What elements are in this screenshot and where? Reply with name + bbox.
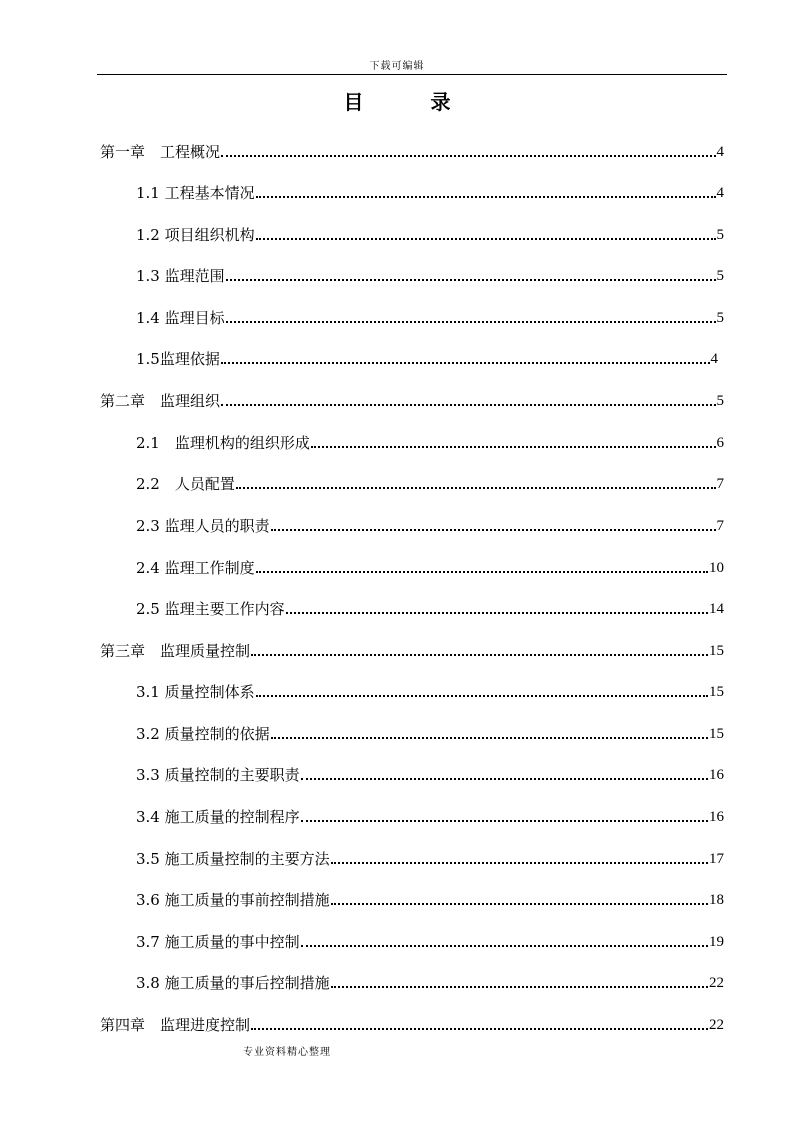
toc-entry-label: 第三章 监理质量控制 xyxy=(100,642,251,660)
toc-entry[interactable] xyxy=(136,345,718,369)
toc-entry-page: 4 xyxy=(716,144,724,160)
toc-entry[interactable] xyxy=(136,886,724,910)
toc-entry-label: 2.1 监理机构的组织形成 xyxy=(136,434,310,452)
toc-entry[interactable] xyxy=(100,637,724,661)
toc-entry-label: 3.3 质量控制的主要职责 xyxy=(136,766,300,784)
toc-entry-page: 7 xyxy=(716,476,724,492)
toc-entry-page: 14 xyxy=(709,601,724,617)
toc-entry[interactable] xyxy=(136,429,724,453)
toc-entry-label: 3.6 施工质量的事前控制措施 xyxy=(136,891,330,909)
toc-entry-page: 15 xyxy=(709,684,724,700)
toc-entry-label: 3.1 质量控制体系 xyxy=(136,683,255,701)
toc-entry-page: 7 xyxy=(716,518,724,534)
toc-entry-page: 19 xyxy=(709,934,724,950)
toc-entry[interactable] xyxy=(136,595,724,619)
toc-leader-dots xyxy=(331,903,708,905)
toc-entry-label: 2.5 监理主要工作内容 xyxy=(136,600,285,618)
toc-leader-dots xyxy=(221,362,710,364)
toc-leader-dots xyxy=(221,155,715,157)
toc-entry-label: 3.4 施工质量的控制程序 xyxy=(136,808,300,826)
toc-entry-page: 5 xyxy=(716,227,724,243)
toc-entry-page: 5 xyxy=(716,268,724,284)
toc-entry-label: 3.5 施工质量控制的主要方法 xyxy=(136,850,330,868)
toc-entry[interactable] xyxy=(136,928,724,952)
toc-entry[interactable] xyxy=(136,221,724,245)
toc-title: 目 录 xyxy=(343,90,481,114)
toc-leader-dots xyxy=(236,487,716,489)
toc-entry-page: 22 xyxy=(709,975,724,991)
toc-leader-dots xyxy=(331,862,708,864)
toc-entry-page: 22 xyxy=(709,1017,724,1033)
toc-entry-page: 15 xyxy=(709,643,724,659)
toc-entry[interactable] xyxy=(136,720,724,744)
toc-entry-page: 17 xyxy=(709,851,724,867)
toc-entry-label: 2.2 人员配置 xyxy=(136,475,235,493)
toc-entry-page: 16 xyxy=(709,809,724,825)
toc-entry-page: 18 xyxy=(709,892,724,908)
toc-leader-dots xyxy=(251,1028,708,1030)
toc-entry[interactable] xyxy=(136,761,724,785)
toc-leader-dots xyxy=(256,238,716,240)
page-header: 下载可编辑 xyxy=(369,61,425,72)
toc-entry[interactable] xyxy=(136,304,724,328)
toc-entry-page: 5 xyxy=(716,310,724,326)
toc-entry[interactable] xyxy=(136,554,724,578)
toc-leader-dots xyxy=(251,654,708,656)
page-footer: 专业资料精心整理 xyxy=(243,1047,331,1058)
toc-leader-dots xyxy=(256,571,708,573)
toc-leader-dots xyxy=(271,737,708,739)
toc-leader-dots xyxy=(271,529,716,531)
toc-entry[interactable] xyxy=(136,512,724,536)
toc-leader-dots xyxy=(301,778,708,780)
toc-entry-page: 4 xyxy=(716,185,724,201)
toc-leader-dots xyxy=(256,695,708,697)
toc-entry[interactable] xyxy=(136,179,724,203)
toc-leader-dots xyxy=(286,612,708,614)
toc-entry-label: 1.4 监理目标 xyxy=(136,309,225,327)
toc-entry-label: 1.1 工程基本情况 xyxy=(136,184,255,202)
toc-leader-dots xyxy=(226,279,716,281)
toc-entry-label: 3.7 施工质量的事中控制 xyxy=(136,933,300,951)
toc-entry-label: 2.4 监理工作制度 xyxy=(136,559,255,577)
toc-entry-label: 第二章 监理组织 xyxy=(100,392,221,410)
toc-entry-page: 15 xyxy=(709,726,724,742)
toc-entry[interactable] xyxy=(100,138,724,162)
toc-entry-label: 3.2 质量控制的依据 xyxy=(136,725,270,743)
toc-entry[interactable] xyxy=(136,678,724,702)
toc-entry-label: 3.8 施工质量的事后控制措施 xyxy=(136,974,330,992)
toc-entry-label: 1.3 监理范围 xyxy=(136,267,225,285)
toc-entry-page: 16 xyxy=(709,767,724,783)
toc-entry[interactable] xyxy=(136,262,724,286)
toc-entry-label: 第一章 工程概况 xyxy=(100,143,221,161)
toc-leader-dots xyxy=(226,321,716,323)
toc-entry-label: 1.5监理依据 xyxy=(136,350,220,368)
toc-entry[interactable] xyxy=(100,387,724,411)
toc-entry[interactable] xyxy=(100,1011,724,1035)
toc-leader-dots xyxy=(221,404,715,406)
toc-entry-page: 10 xyxy=(709,560,724,576)
toc-leader-dots xyxy=(331,986,708,988)
toc-leader-dots xyxy=(256,196,716,198)
toc-entry[interactable] xyxy=(136,845,724,869)
toc-entry-label: 1.2 项目组织机构 xyxy=(136,226,255,244)
toc-entry-page: 6 xyxy=(716,435,724,451)
toc-leader-dots xyxy=(301,945,708,947)
toc-leader-dots xyxy=(301,820,708,822)
toc-entry[interactable] xyxy=(136,470,724,494)
toc-entry[interactable] xyxy=(136,969,724,993)
toc-leader-dots xyxy=(311,446,716,448)
toc-entry-page: 4 xyxy=(710,351,718,367)
toc-entry-label: 2.3 监理人员的职责 xyxy=(136,517,270,535)
toc-entry-page: 5 xyxy=(716,393,724,409)
toc-entry[interactable] xyxy=(136,803,724,827)
toc-entry-label: 第四章 监理进度控制 xyxy=(100,1016,251,1034)
